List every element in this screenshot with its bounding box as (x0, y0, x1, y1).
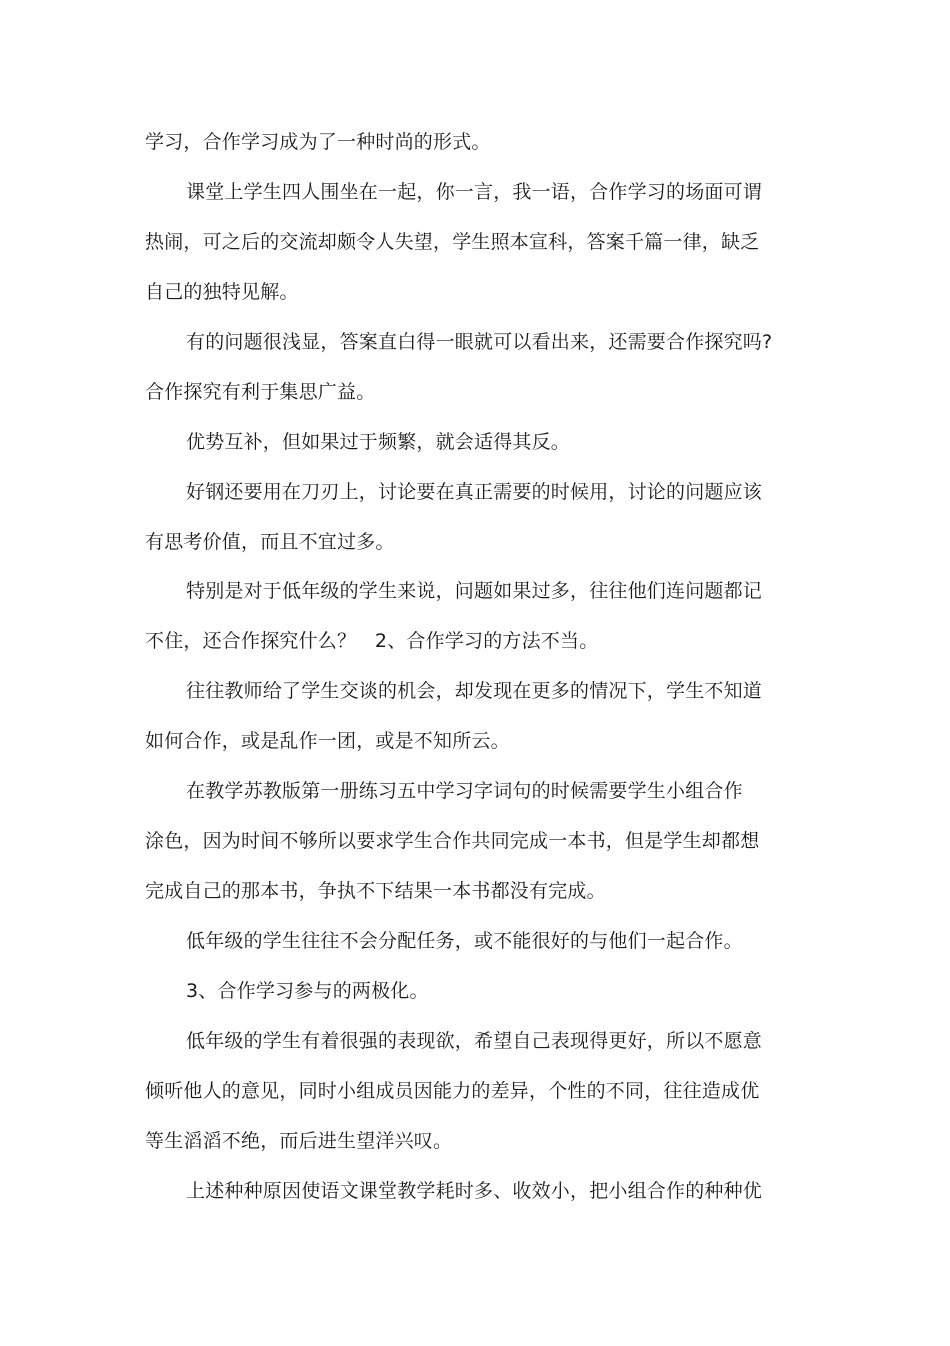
text-line: 课堂上学生四人围坐在一起，你一言，我一语，合作学习的场面可谓 (186, 181, 763, 203)
text-line: 涂色，因为时间不够所以要求学生合作共同完成一本书，但是学生却都想 (145, 830, 760, 852)
text-line: 特别是对于低年级的学生来说，问题如果过多，往往他们连问题都记 (186, 580, 763, 602)
text-line: 倾听他人的意见，同时小组成员因能力的差异，个性的不同，往往造成优 (145, 1080, 760, 1102)
text-line: 自己的独特见解。 (145, 281, 299, 303)
text-line: 有思考价值，而且不宜过多。 (145, 531, 395, 553)
text-line: 在教学苏教版第一册练习五中学习字词句的时候需要学生小组合作 (186, 780, 743, 802)
text-line: 低年级的学生往往不会分配任务，或不能很好的与他们一起合作。 (186, 930, 743, 952)
text-line: 优势互补，但如果过于频繁，就会适得其反。 (186, 431, 571, 453)
text-line: 好钢还要用在刀刃上，讨论要在真正需要的时候用，讨论的问题应该 (186, 481, 763, 503)
text-line: 有的问题很浅显，答案直白得一眼就可以看出来，还需要合作探究吗? (186, 331, 773, 353)
text-line: 等生滔滔不绝，而后进生望洋兴叹。 (145, 1130, 453, 1152)
text-line: 合作探究有利于集思广益。 (145, 381, 376, 403)
text-line: 完成自己的那本书，争执不下结果一本书都没有完成。 (145, 880, 606, 902)
text-line: 不住，还合作探究什么？ 2、合作学习的方法不当。 (145, 630, 599, 652)
text-line: 学习，合作学习成为了一种时尚的形式。 (145, 131, 491, 153)
text-line: 热闹，可之后的交流却颇令人失望，学生照本宣科，答案千篇一律，缺乏 (145, 231, 760, 253)
text-line: 如何合作，或是乱作一团，或是不知所云。 (145, 730, 510, 752)
text-line: 上述种种原因使语文课堂教学耗时多、收效小，把小组合作的种种优 (186, 1180, 763, 1202)
text-line: 低年级的学生有着很强的表现欲，希望自己表现得更好，所以不愿意 (186, 1030, 763, 1052)
text-line: 3、合作学习参与的两极化。 (186, 980, 429, 1002)
text-line: 往往教师给了学生交谈的机会，却发现在更多的情况下，学生不知道 (186, 680, 763, 702)
